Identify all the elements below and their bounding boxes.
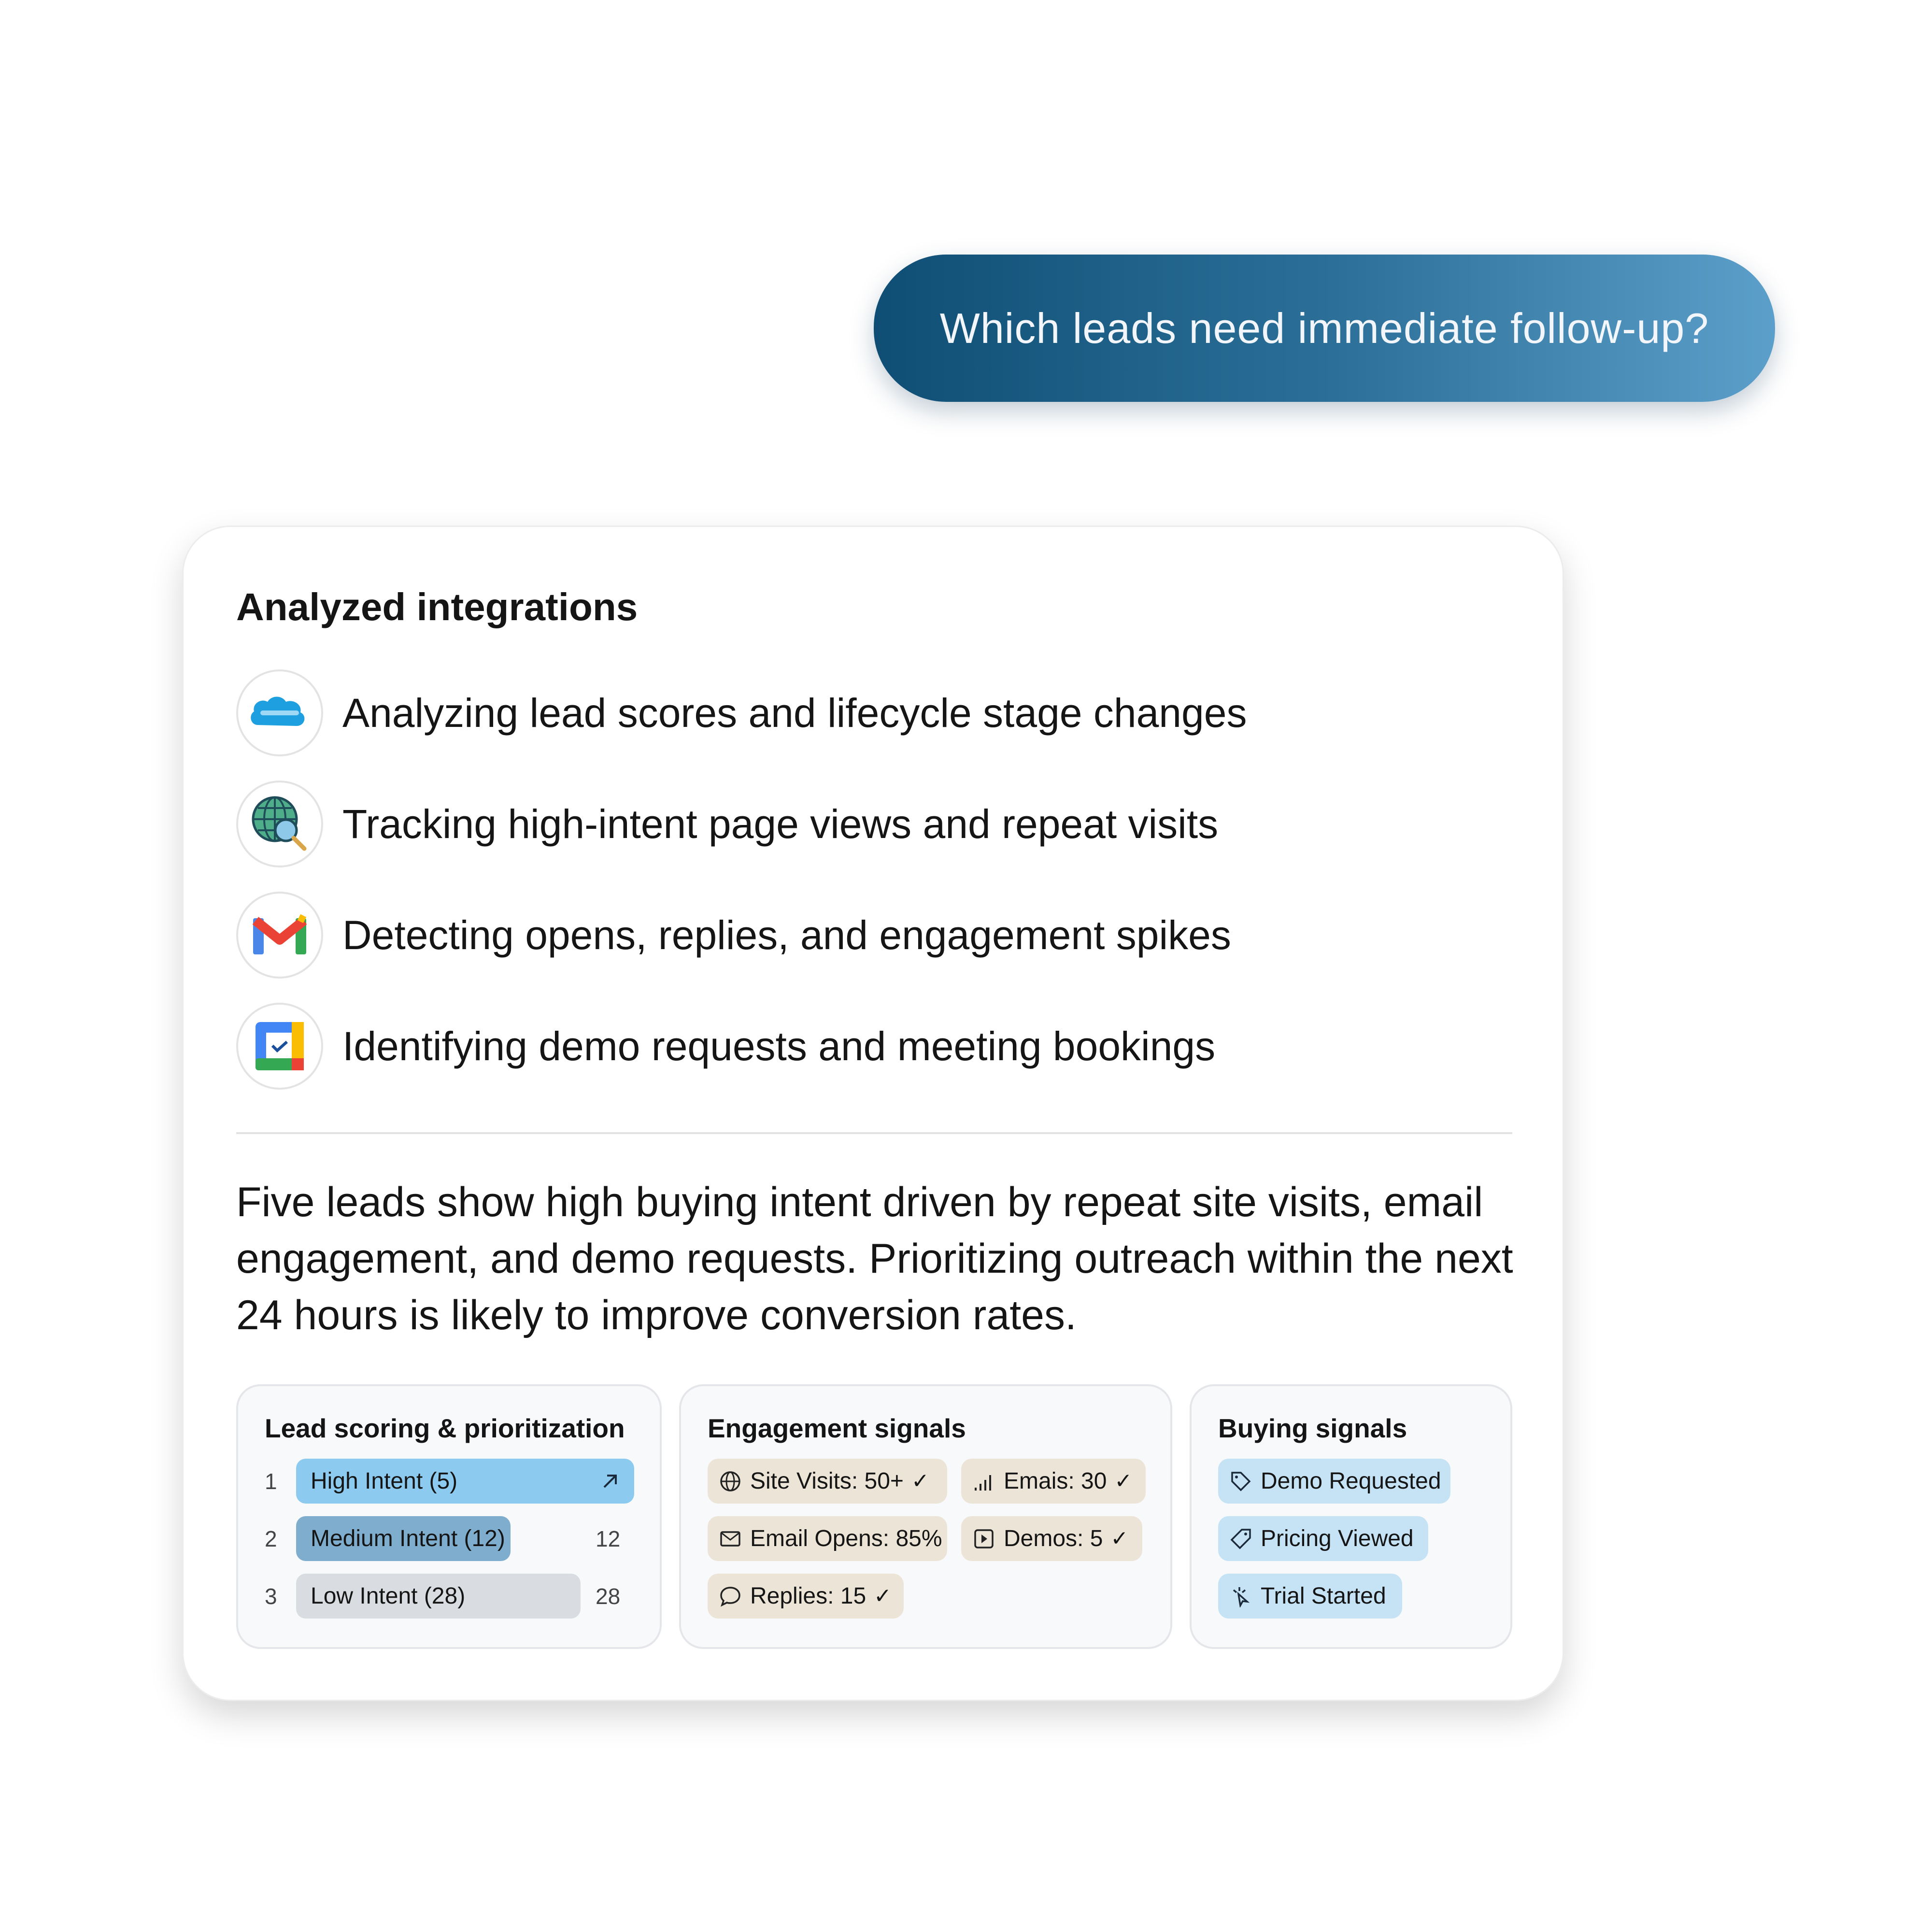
pill-label: Replies: 15 <box>750 1583 867 1609</box>
pill-label: Pricing Viewed <box>1261 1526 1414 1551</box>
buying-signals-panel <box>1190 1384 1512 1649</box>
user-prompt-bubble: Which leads need immediate follow-up? <box>874 255 1775 402</box>
bar-label: Low Intent (28) <box>311 1583 466 1609</box>
signal-bars-icon <box>973 1470 995 1492</box>
check-icon: ✓ <box>911 1469 929 1493</box>
integration-text: Detecting opens, replies, and engagement spikes <box>342 912 1231 958</box>
pill-label: Site Visits: 50+ <box>750 1468 904 1494</box>
lead-row[interactable] <box>238 1516 660 1561</box>
bar-label: Medium Intent (12) <box>311 1526 505 1551</box>
panel-title: Buying signals <box>1218 1413 1407 1443</box>
pill-label: Email Opens: 85% <box>750 1526 942 1551</box>
panel-title: Lead scoring & prioritization <box>265 1413 625 1443</box>
buying-pricing-viewed[interactable] <box>1218 1516 1428 1561</box>
pill-label: Trial Started <box>1261 1583 1386 1609</box>
globe-icon <box>719 1470 741 1492</box>
signal-emails[interactable] <box>961 1459 1146 1504</box>
lead-row[interactable] <box>238 1574 660 1619</box>
tag-icon <box>1230 1470 1252 1492</box>
lead-scoring-panel <box>236 1384 662 1649</box>
google-calendar-icon <box>236 1003 323 1090</box>
gmail-icon <box>236 892 323 979</box>
buying-trial-started[interactable] <box>1218 1574 1402 1619</box>
card-title: Analyzed integrations <box>236 585 638 628</box>
integration-text: Identifying demo requests and meeting bookings <box>342 1023 1216 1069</box>
salesforce-icon <box>236 669 323 756</box>
buying-demo-requested[interactable] <box>1218 1459 1450 1504</box>
signal-demos[interactable] <box>961 1516 1142 1561</box>
count: 12 <box>596 1526 621 1551</box>
bar-label: High Intent (5) <box>311 1468 458 1494</box>
check-icon: ✓ <box>1110 1527 1129 1550</box>
lead-row[interactable] <box>238 1459 660 1504</box>
check-icon: ✓ <box>874 1584 892 1608</box>
rank: 1 <box>265 1468 277 1494</box>
integration-item-web <box>236 781 1218 867</box>
summary-text: Five leads show high buying intent driven by repeat site visits, email engagement, and demo requests. Prioritizing outreach within the next 24 hours is likely to improve conversion rates. <box>236 1179 1513 1338</box>
check-icon: ✓ <box>1114 1469 1133 1493</box>
play-icon <box>973 1528 995 1550</box>
intent-bar-low[interactable] <box>296 1574 581 1619</box>
integration-item-salesforce <box>236 669 1247 756</box>
intent-bar-medium[interactable] <box>296 1516 511 1561</box>
response-card <box>182 526 1564 1701</box>
pill-label: Demo Requested <box>1261 1468 1441 1494</box>
panel-title: Engagement signals <box>708 1413 966 1443</box>
price-tag-icon <box>1230 1528 1252 1550</box>
intent-bar-high[interactable] <box>296 1459 634 1504</box>
sparkle-click-icon <box>1230 1585 1252 1607</box>
signal-email-opens[interactable] <box>708 1516 947 1561</box>
rank: 2 <box>265 1526 277 1551</box>
pill-label: Demos: 5 <box>1004 1526 1103 1551</box>
count: 28 <box>596 1583 621 1609</box>
integration-text: Analyzing lead scores and lifecycle stage changes <box>342 690 1247 736</box>
arrow-up-right-icon <box>600 1472 620 1491</box>
mail-icon <box>719 1528 741 1550</box>
rank: 3 <box>265 1583 277 1609</box>
pill-label: Emais: 30 <box>1004 1468 1107 1494</box>
integration-item-calendar <box>236 1003 1215 1090</box>
divider <box>236 1132 1512 1134</box>
globe-search-icon <box>236 781 323 867</box>
signal-replies[interactable] <box>708 1574 904 1619</box>
integration-item-gmail <box>236 892 1231 979</box>
engagement-panel <box>679 1384 1172 1649</box>
integration-text: Tracking high-intent page views and repeat visits <box>342 801 1219 847</box>
chat-bubble-icon <box>719 1585 741 1607</box>
signal-site-visits[interactable] <box>708 1459 947 1504</box>
